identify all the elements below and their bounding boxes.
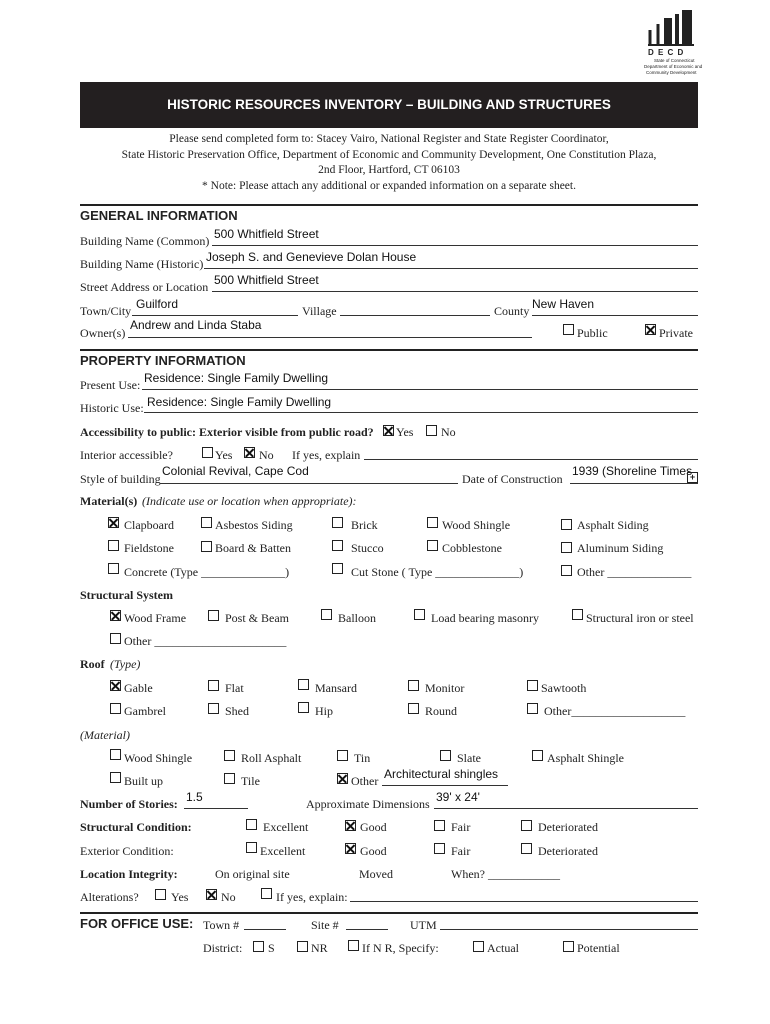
address-line bbox=[212, 291, 698, 292]
wood-shingle-checkbox[interactable] bbox=[427, 517, 438, 528]
flat-label: Flat bbox=[225, 681, 244, 695]
present-use-line bbox=[142, 389, 698, 390]
name-common-line bbox=[212, 245, 698, 246]
roof-material-other-label: Other bbox=[351, 774, 379, 788]
alterations-no-checkbox[interactable] bbox=[206, 889, 217, 900]
structural-label: Structural System bbox=[80, 588, 173, 602]
access-no-label: No bbox=[441, 425, 456, 439]
tile-checkbox[interactable] bbox=[224, 773, 235, 784]
flat-checkbox[interactable] bbox=[208, 680, 219, 691]
general-heading: GENERAL INFORMATION bbox=[80, 208, 238, 223]
office-utm-line bbox=[440, 929, 698, 930]
gable-label: Gable bbox=[124, 681, 153, 695]
gable-checkbox[interactable] bbox=[110, 680, 121, 691]
sc-good-label: Good bbox=[360, 820, 387, 834]
roof-wood-shingle-label: Wood Shingle bbox=[124, 751, 193, 765]
load-masonry-label: Load bearing masonry bbox=[431, 611, 539, 625]
alterations-label: Alterations? bbox=[80, 890, 139, 904]
divider bbox=[80, 349, 698, 351]
interior-explain-label: If yes, explain bbox=[292, 448, 361, 462]
style-field[interactable]: Colonial Revival, Cape Cod bbox=[162, 464, 309, 478]
concrete-checkbox[interactable] bbox=[108, 563, 119, 574]
name-historic-line bbox=[204, 268, 698, 269]
asbestos-checkbox[interactable] bbox=[201, 517, 212, 528]
interior-yes-checkbox[interactable] bbox=[202, 447, 213, 458]
office-utm-label: UTM bbox=[410, 918, 437, 932]
ec-good-label: Good bbox=[360, 844, 387, 858]
asbestos-label: Asbestos Siding bbox=[215, 518, 293, 532]
structural-other-label: Other ______________________ bbox=[124, 634, 287, 648]
intro-line-3: 2nd Floor, Hartford, CT 06103 bbox=[318, 164, 460, 176]
owner-label: Owner(s) bbox=[80, 326, 126, 340]
round-checkbox[interactable] bbox=[408, 703, 419, 714]
town-field[interactable]: Guilford bbox=[136, 297, 179, 311]
interior-no-checkbox[interactable] bbox=[244, 447, 255, 458]
date-line bbox=[570, 483, 698, 484]
district-s-checkbox[interactable] bbox=[253, 941, 264, 952]
district-nr-label: NR bbox=[311, 941, 328, 955]
sc-excellent-label: Excellent bbox=[263, 820, 309, 834]
office-town-line bbox=[244, 929, 286, 930]
slate-label: Slate bbox=[457, 751, 481, 765]
cut-stone-label: Cut Stone ( Type ______________) bbox=[351, 565, 524, 579]
town-label: Town/City bbox=[80, 304, 132, 318]
fieldstone-label: Fieldstone bbox=[124, 541, 174, 555]
iron-steel-label: Structural iron or steel bbox=[586, 611, 694, 625]
office-district-label: District: bbox=[203, 941, 243, 955]
slate-checkbox[interactable] bbox=[440, 750, 451, 761]
owner-field[interactable]: Andrew and Linda Staba bbox=[130, 318, 262, 332]
built-up-checkbox[interactable] bbox=[110, 772, 121, 783]
name-common-label: Building Name (Common) bbox=[80, 234, 210, 248]
sc-excellent-checkbox[interactable] bbox=[246, 819, 257, 830]
roof-material-other-checkbox[interactable] bbox=[337, 773, 348, 784]
balloon-checkbox[interactable] bbox=[321, 609, 332, 620]
office-use-heading: FOR OFFICE USE: bbox=[80, 916, 194, 931]
ec-good-checkbox[interactable] bbox=[345, 843, 356, 854]
asphalt-siding-checkbox[interactable] bbox=[561, 519, 572, 530]
alterations-no-label: No bbox=[221, 890, 236, 904]
intro-line-1: Please send completed form to: Stacey Vairo, National Register and State Register Coordinator, bbox=[169, 133, 609, 145]
stories-field[interactable]: 1.5 bbox=[186, 790, 203, 804]
access-yes-checkbox[interactable] bbox=[383, 425, 394, 436]
owner-line bbox=[128, 337, 532, 338]
gambrel-label: Gambrel bbox=[124, 704, 166, 718]
clapboard-checkbox[interactable] bbox=[108, 517, 119, 528]
address-field[interactable]: 500 Whitfield Street bbox=[214, 273, 319, 287]
address-label: Street Address or Location bbox=[80, 280, 209, 294]
county-field[interactable]: New Haven bbox=[532, 297, 595, 311]
district-nr-checkbox[interactable] bbox=[297, 941, 308, 952]
sc-deteriorated-checkbox[interactable] bbox=[521, 820, 532, 831]
roll-asphalt-checkbox[interactable] bbox=[224, 750, 235, 761]
ec-fair-label: Fair bbox=[451, 844, 471, 858]
shed-label: Shed bbox=[225, 704, 249, 718]
district-if-nr-label: If N R, Specify: bbox=[362, 941, 439, 955]
district-if-nr-checkbox[interactable] bbox=[348, 940, 359, 951]
roof-type-label: (Type) bbox=[110, 657, 141, 671]
logo-acronym: D E C D bbox=[648, 48, 685, 57]
structural-other-checkbox[interactable] bbox=[110, 633, 121, 644]
shed-checkbox[interactable] bbox=[208, 703, 219, 714]
style-label: Style of building bbox=[80, 472, 161, 486]
brick-checkbox[interactable] bbox=[332, 517, 343, 528]
dimensions-label: Approximate Dimensions bbox=[306, 797, 430, 811]
county-label: County bbox=[494, 304, 530, 318]
district-s-label: S bbox=[268, 941, 275, 955]
wood-frame-label: Wood Frame bbox=[124, 611, 187, 625]
sc-fair-label: Fair bbox=[451, 820, 471, 834]
brick-label: Brick bbox=[351, 518, 378, 532]
mansard-checkbox[interactable] bbox=[298, 679, 309, 690]
ec-excellent-checkbox[interactable] bbox=[246, 842, 257, 853]
materials-hint: (Indicate use or location when appropriate): bbox=[142, 494, 357, 508]
asphalt-siding-label: Asphalt Siding bbox=[577, 518, 649, 532]
public-label: Public bbox=[577, 326, 608, 340]
name-historic-field[interactable]: Joseph S. and Genevieve Dolan House bbox=[206, 250, 417, 264]
name-common-field[interactable]: 500 Whitfield Street bbox=[214, 227, 319, 241]
alterations-explain-checkbox[interactable] bbox=[261, 888, 272, 899]
village-label: Village bbox=[302, 304, 337, 318]
district-potential-label: Potential bbox=[577, 941, 620, 955]
iron-steel-checkbox[interactable] bbox=[572, 609, 583, 620]
access-yes-label: Yes bbox=[396, 425, 414, 439]
location-label: Location Integrity: bbox=[80, 867, 178, 881]
board-batten-label: Board & Batten bbox=[215, 541, 291, 555]
logo-bars-icon bbox=[648, 10, 694, 46]
ec-deteriorated-checkbox[interactable] bbox=[521, 843, 532, 854]
tile-label: Tile bbox=[241, 774, 260, 788]
district-actual-label: Actual bbox=[487, 941, 519, 955]
roof-material-other-line bbox=[382, 785, 508, 786]
logo-line1: State of Connecticut bbox=[654, 58, 695, 63]
sc-deteriorated-label: Deteriorated bbox=[538, 820, 598, 834]
logo-line2: Department of Economic and bbox=[644, 64, 703, 69]
structural-condition-label: Structural Condition: bbox=[80, 820, 192, 834]
dimensions-line bbox=[434, 808, 698, 809]
present-use-field[interactable]: Residence: Single Family Dwelling bbox=[144, 371, 329, 385]
built-up-label: Built up bbox=[124, 774, 164, 788]
sc-fair-checkbox[interactable] bbox=[434, 820, 445, 831]
cobblestone-checkbox[interactable] bbox=[427, 540, 438, 551]
office-site-line bbox=[346, 929, 388, 930]
dimensions-field[interactable]: 39' x 24' bbox=[436, 790, 480, 804]
stories-line bbox=[184, 808, 248, 809]
page-title: HISTORIC RESOURCES INVENTORY – BUILDING AND STRUCTURES bbox=[167, 97, 611, 112]
sawtooth-label: Sawtooth bbox=[541, 681, 587, 695]
interior-label: Interior accessible? bbox=[80, 448, 173, 462]
divider bbox=[80, 912, 698, 914]
date-field[interactable]: 1939 (Shoreline Times bbox=[572, 464, 693, 478]
board-batten-checkbox[interactable] bbox=[201, 541, 212, 552]
district-potential-checkbox[interactable] bbox=[563, 941, 574, 952]
wood-shingle-label: Wood Shingle bbox=[442, 518, 511, 532]
balloon-label: Balloon bbox=[338, 611, 376, 625]
stucco-label: Stucco bbox=[351, 541, 384, 555]
tin-checkbox[interactable] bbox=[337, 750, 348, 761]
district-actual-checkbox[interactable] bbox=[473, 941, 484, 952]
public-checkbox[interactable] bbox=[563, 324, 574, 335]
mansard-label: Mansard bbox=[315, 681, 357, 695]
roof-other-label: Other___________________ bbox=[544, 704, 686, 718]
when-label: When? ____________ bbox=[451, 867, 560, 881]
historic-use-line bbox=[144, 412, 698, 413]
date-label: Date of Construction bbox=[462, 472, 563, 486]
village-line bbox=[340, 315, 490, 316]
historic-use-field[interactable]: Residence: Single Family Dwelling bbox=[147, 395, 332, 409]
roof-label: Roof bbox=[80, 657, 105, 671]
intro-line-4: * Note: Please attach any additional or expanded information on a separate sheet. bbox=[202, 180, 576, 192]
ec-fair-checkbox[interactable] bbox=[434, 843, 445, 854]
roof-material-label: (Material) bbox=[80, 728, 130, 742]
cobblestone-label: Cobblestone bbox=[442, 541, 502, 555]
alterations-yes-label: Yes bbox=[171, 890, 189, 904]
alterations-explain-line bbox=[350, 901, 698, 902]
access-label: Accessibility to public: Exterior visible from public road? bbox=[80, 425, 374, 439]
material-other-label: Other ______________ bbox=[577, 565, 692, 579]
property-heading: PROPERTY INFORMATION bbox=[80, 353, 246, 368]
tin-label: Tin bbox=[354, 751, 371, 765]
interior-explain-line bbox=[364, 459, 698, 460]
sawtooth-checkbox[interactable] bbox=[527, 680, 538, 691]
aluminum-label: Aluminum Siding bbox=[577, 541, 664, 555]
monitor-label: Monitor bbox=[425, 681, 465, 695]
private-checkbox[interactable] bbox=[645, 324, 656, 335]
private-label: Private bbox=[659, 326, 693, 340]
post-beam-label: Post & Beam bbox=[225, 611, 290, 625]
present-use-label: Present Use: bbox=[80, 378, 141, 392]
county-line bbox=[532, 315, 698, 316]
name-historic-label: Building Name (Historic) bbox=[80, 257, 204, 271]
hip-checkbox[interactable] bbox=[298, 702, 309, 713]
intro-line-2: State Historic Preservation Office, Department of Economic and Community Development, One Constitution Plaza, bbox=[121, 149, 657, 161]
roof-wood-shingle-checkbox[interactable] bbox=[110, 749, 121, 760]
gambrel-checkbox[interactable] bbox=[110, 703, 121, 714]
original-site-label: On original site bbox=[215, 867, 290, 881]
materials-label: Material(s) bbox=[80, 494, 138, 508]
hip-label: Hip bbox=[315, 704, 333, 718]
sc-good-checkbox[interactable] bbox=[345, 820, 356, 831]
material-other-checkbox[interactable] bbox=[561, 565, 572, 576]
monitor-checkbox[interactable] bbox=[408, 680, 419, 691]
moved-label: Moved bbox=[359, 867, 393, 881]
access-no-checkbox[interactable] bbox=[426, 425, 437, 436]
office-site-label: Site # bbox=[311, 918, 339, 932]
ec-deteriorated-label: Deteriorated bbox=[538, 844, 598, 858]
stories-label: Number of Stories: bbox=[80, 797, 178, 811]
asphalt-shingle-label: Asphalt Shingle bbox=[547, 751, 624, 765]
title-bar bbox=[80, 82, 698, 128]
concrete-label: Concrete (Type ______________) bbox=[124, 565, 290, 579]
style-line bbox=[160, 483, 458, 484]
ec-excellent-label: Excellent bbox=[260, 844, 306, 858]
town-line bbox=[132, 315, 298, 316]
roof-other-checkbox[interactable] bbox=[527, 703, 538, 714]
load-masonry-checkbox[interactable] bbox=[414, 609, 425, 620]
alterations-explain-label: If yes, explain: bbox=[276, 890, 348, 904]
office-town-label: Town # bbox=[203, 918, 240, 932]
interior-yes-label: Yes bbox=[215, 448, 233, 462]
wood-frame-checkbox[interactable] bbox=[110, 610, 121, 621]
clapboard-label: Clapboard bbox=[124, 518, 174, 532]
stucco-checkbox[interactable] bbox=[332, 540, 343, 551]
roof-material-other-field[interactable]: Architectural shingles bbox=[384, 767, 499, 781]
fieldstone-checkbox[interactable] bbox=[108, 540, 119, 551]
overflow-plus-icon[interactable]: + bbox=[687, 472, 698, 483]
historic-use-label: Historic Use: bbox=[80, 401, 144, 415]
alterations-yes-checkbox[interactable] bbox=[155, 889, 166, 900]
post-beam-checkbox[interactable] bbox=[208, 610, 219, 621]
exterior-condition-label: Exterior Condition: bbox=[80, 844, 174, 858]
aluminum-checkbox[interactable] bbox=[561, 542, 572, 553]
asphalt-shingle-checkbox[interactable] bbox=[532, 750, 543, 761]
logo-line3: Community Development bbox=[646, 70, 697, 75]
interior-no-label: No bbox=[259, 448, 274, 462]
round-label: Round bbox=[425, 704, 458, 718]
cut-stone-checkbox[interactable] bbox=[332, 563, 343, 574]
roll-asphalt-label: Roll Asphalt bbox=[241, 751, 302, 765]
divider bbox=[80, 204, 698, 206]
